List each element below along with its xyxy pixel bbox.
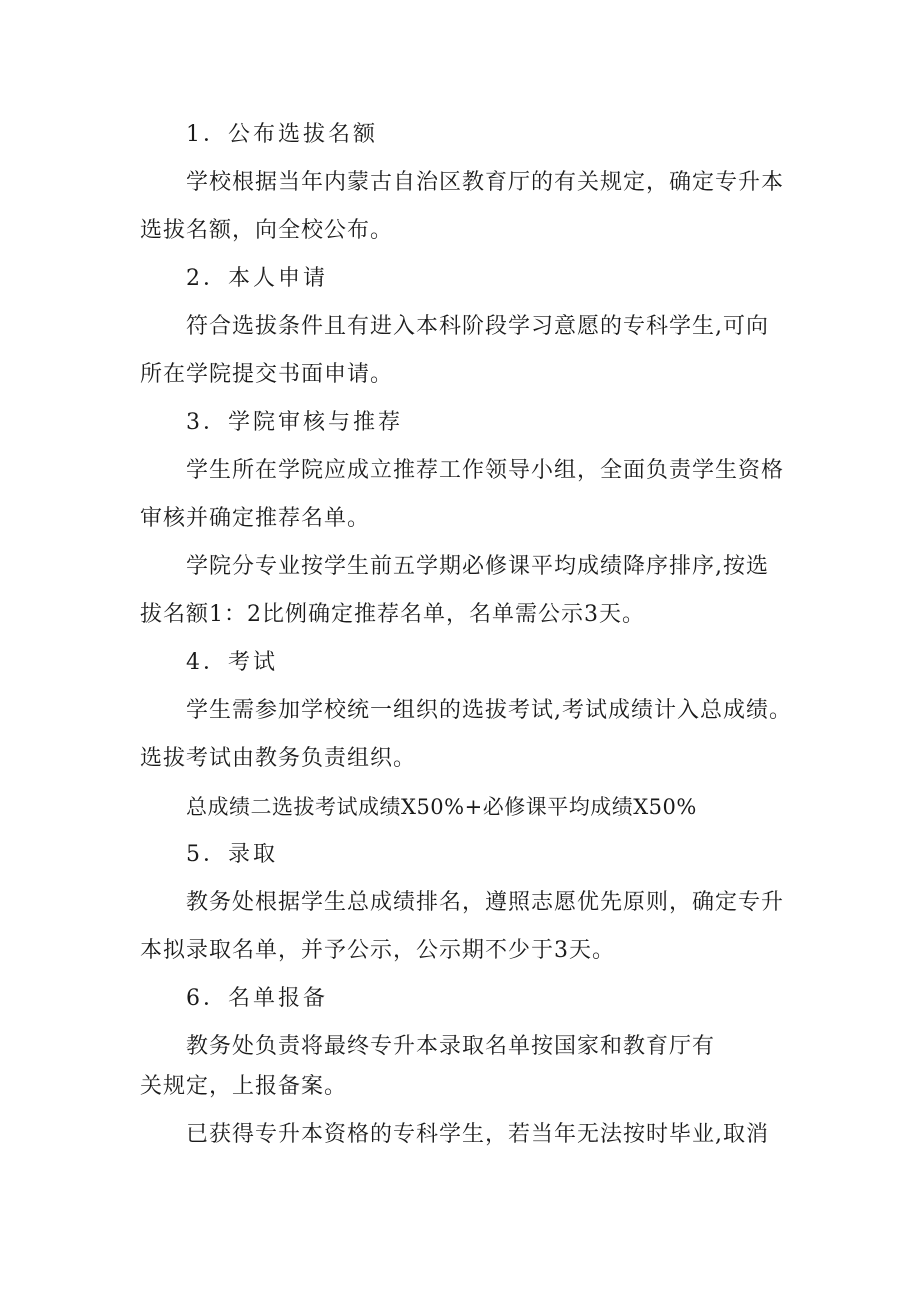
paragraph-line: 选拔名额，向全校公布。 [140, 218, 394, 243]
paragraph-line: 选拔考试由教务负责组织。 [140, 746, 417, 771]
paragraph-line: 学校根据当年内蒙古自治区教育厅的有关规定，确定专升本 [186, 170, 785, 195]
paragraph-line: 审核并确定推荐名单。 [140, 506, 371, 531]
paragraph-line: 学院分专业按学生前五学期必修课平均成绩降序排序,按选 [186, 554, 769, 579]
paragraph-line: 已获得专升本资格的专科学生，若当年无法按时毕业,取消 [186, 1122, 769, 1147]
paragraph-line: 教务处根据学生总成绩排名，遵照志愿优先原则，确定专升 [186, 890, 785, 915]
paragraph-line: 拔名额1：2比例确定推荐名单，名单需公示3天。 [140, 602, 645, 627]
section-heading-5: 5．录取 [186, 842, 278, 867]
section-heading-6: 6．名单报备 [186, 986, 328, 1011]
paragraph-line: 所在学院提交书面申请。 [140, 362, 394, 387]
section-heading-2: 2．本人申请 [186, 266, 328, 291]
paragraph-line: 本拟录取名单，并予公示，公示期不少于3天。 [140, 938, 615, 963]
formula-line: 总成绩二选拔考试成绩X50%+必修课平均成绩X50% [186, 795, 697, 819]
section-heading-4: 4．考试 [186, 650, 278, 675]
paragraph-line: 学生所在学院应成立推荐工作领导小组，全面负责学生资格 [186, 458, 785, 483]
section-heading-3: 3．学院审核与推荐 [186, 410, 403, 435]
paragraph-line: 关规定，上报备案。 [140, 1074, 348, 1099]
paragraph-line: 符合选拔条件且有进入本科阶段学习意愿的专科学生,可向 [186, 314, 769, 339]
paragraph-line: 教务处负责将最终专升本录取名单按国家和教育厅有 [186, 1034, 716, 1059]
paragraph-line: 学生需参加学校统一组织的选拔考试,考试成绩计入总成绩。 [186, 698, 792, 723]
section-heading-1: 1．公布选拔名额 [186, 122, 378, 147]
